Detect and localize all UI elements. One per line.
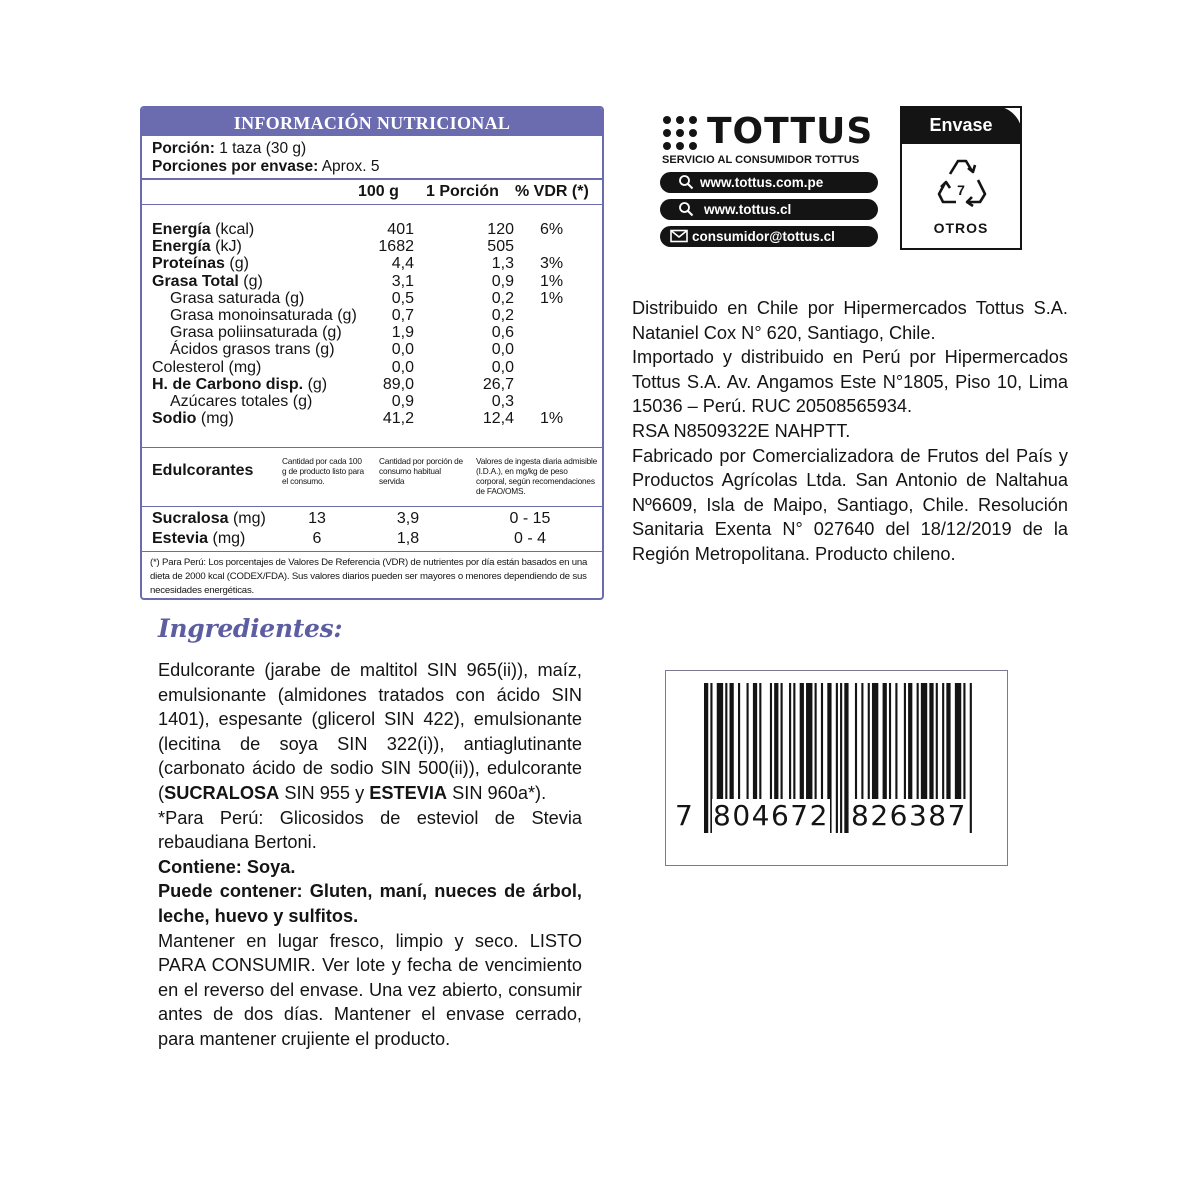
nutrient-unit: (g) bbox=[229, 255, 249, 273]
nutrient-unit: (mg) bbox=[200, 410, 234, 428]
column-headers bbox=[142, 180, 602, 204]
nutrient-label bbox=[170, 324, 342, 341]
nutrient-value-100g: 401 bbox=[387, 221, 414, 238]
may-contain-note: Puede contener: Gluten, maní, nueces de árbol, leche, huevo y sulfitos. bbox=[158, 881, 582, 926]
nutrient-row bbox=[142, 221, 602, 238]
recycle-number: 7 bbox=[957, 182, 965, 198]
website-pe-link[interactable] bbox=[660, 172, 878, 193]
nutrient-label bbox=[170, 393, 312, 410]
nutrient-name: Grasa saturada bbox=[170, 289, 281, 307]
nutrient-value-portion: 0,0 bbox=[491, 341, 514, 359]
nutrient-label bbox=[152, 410, 234, 427]
nutrient-value-portion: 0,6 bbox=[491, 324, 514, 342]
nutrient-unit: (g) bbox=[243, 272, 263, 290]
sweetener-value-100g: 6 bbox=[312, 530, 322, 547]
nutrient-value-100g: 3,1 bbox=[391, 272, 414, 290]
distributor-chile: Distribuido en Chile por Hipermercados Tottus S.A. Nataniel Cox N° 620, Santiago, Chile. bbox=[632, 298, 1068, 343]
barcode-digit-lead: 7 bbox=[675, 799, 693, 832]
nutrient-name: Azúcares totales bbox=[170, 393, 289, 410]
sweetener-value-100g: 13 bbox=[308, 510, 326, 527]
nutrient-rows bbox=[142, 205, 602, 447]
portion-label: Porción: bbox=[152, 140, 215, 157]
nutrient-label bbox=[152, 238, 242, 255]
nutrient-name: Sodio bbox=[152, 410, 197, 428]
nutrient-value-100g: 4,4 bbox=[391, 255, 414, 273]
nutrient-vdr: 6% bbox=[540, 221, 564, 238]
barcode-digits-left: 804672 bbox=[713, 799, 829, 832]
ingredients-text bbox=[158, 658, 582, 1052]
nutrient-unit: (g) bbox=[292, 393, 313, 410]
nutrient-row bbox=[142, 376, 602, 393]
col-vdr: % VDR (*) bbox=[515, 183, 589, 200]
nutrition-table bbox=[140, 106, 604, 600]
nutrient-value-portion: 12,4 bbox=[482, 410, 514, 428]
nutrient-row bbox=[142, 393, 602, 410]
nutrient-name: Energía bbox=[152, 221, 211, 238]
nutrient-label bbox=[170, 290, 304, 307]
tottus-brand bbox=[660, 112, 880, 254]
nutrient-vdr: 1% bbox=[540, 272, 564, 290]
nutrient-value-portion: 505 bbox=[487, 238, 514, 256]
nutrient-row bbox=[142, 324, 602, 341]
brand-name: TOTTUS bbox=[707, 111, 874, 152]
nutrient-value-100g: 0,9 bbox=[391, 393, 414, 410]
logo-dot bbox=[689, 129, 697, 137]
website-cl-link[interactable] bbox=[660, 199, 878, 220]
nutrient-value-portion: 0,2 bbox=[491, 289, 514, 307]
distributor-info bbox=[632, 296, 1068, 567]
nutrient-label bbox=[152, 221, 254, 238]
nutrient-row bbox=[142, 307, 602, 324]
rsa-code: RSA N8509322E NAHPTT. bbox=[632, 420, 851, 441]
nutrient-row bbox=[142, 410, 602, 427]
manufacturer: Fabricado por Comercializadora de Frutos del País y Productos Agrícolas Ltda. San Antonio de Naltahua Nº6609, Isla de Maipo, Santiago, Chile. Resolución Sanitaria Exenta N° 027640 del 18/12/2019 de la Región Metropolitana. Producto chileno. bbox=[632, 445, 1068, 564]
nutrient-unit: (g) bbox=[337, 307, 357, 324]
nutrient-unit: (g) bbox=[284, 289, 305, 307]
service-label: SERVICIO AL CONSUMIDOR TOTTUS bbox=[662, 154, 860, 166]
nutrient-value-100g: 41,2 bbox=[382, 410, 414, 428]
peru-note: *Para Perú: Glicosidos de esteviol de Stevia rebaudiana Bertoni. bbox=[158, 807, 582, 853]
nutrient-name: Grasa poliinsaturada bbox=[170, 324, 318, 342]
ingredient-estevia: ESTEVIA bbox=[369, 782, 448, 803]
col-portion: 1 Porción bbox=[426, 183, 499, 200]
ingredients-part: SIN 960a*). bbox=[447, 782, 547, 803]
sweeteners-title: Edulcorantes bbox=[152, 462, 254, 479]
sweetener-row bbox=[142, 509, 602, 529]
sweetener-unit: (mg) bbox=[212, 530, 246, 547]
sweetener-name: Estevia bbox=[152, 530, 209, 547]
email: consumidor@tottus.cl bbox=[692, 229, 835, 244]
sweetener-row bbox=[142, 529, 602, 549]
nutrient-value-100g: 89,0 bbox=[382, 375, 414, 393]
recycle-label: OTROS bbox=[933, 220, 989, 236]
nutrient-value-100g: 1,9 bbox=[391, 324, 414, 342]
nutrient-value-100g: 0,7 bbox=[391, 307, 414, 324]
nutrient-name: Colesterol bbox=[152, 358, 225, 376]
nutrient-name: Ácidos grasos trans bbox=[170, 341, 311, 359]
nutrition-title: INFORMACIÓN NUTRICIONAL bbox=[142, 108, 602, 136]
nutrient-label bbox=[152, 376, 327, 393]
nutrient-name: Energía bbox=[152, 238, 211, 256]
search-icon bbox=[678, 172, 700, 193]
logo-dot bbox=[663, 129, 671, 137]
envase-title: Envase bbox=[900, 106, 1022, 144]
logo-dot bbox=[676, 129, 684, 137]
ingredients-title: Ingredientes: bbox=[158, 614, 343, 643]
sweetener-unit: (mg) bbox=[232, 510, 266, 527]
nutrient-row bbox=[142, 341, 602, 358]
ingredients-part: Edulcorante (jarabe de maltitol SIN 965(ii)), maíz, emulsionante (almidones tratados con ácido SIN 1401), espesante (glicerol SIN 422), emulsionante (lecitina de soya SIN 322(i)), antiaglutinante (carbonato ácido de sodio SIN 500(ii)), edulcorante ( bbox=[158, 660, 582, 803]
nutrient-label bbox=[152, 255, 249, 272]
sweetener-rows bbox=[142, 507, 602, 551]
col-100g: 100 g bbox=[358, 183, 399, 200]
nutrient-unit: (kJ) bbox=[215, 238, 242, 256]
sweet-note-100g: Cantidad por cada 100 g de producto listo para el consumo. bbox=[282, 456, 364, 486]
nutrient-name: H. de Carbono disp. bbox=[152, 375, 304, 393]
ingredients-list bbox=[158, 658, 582, 806]
sweet-note-ida: Valores de ingesta diaria admisible (I.D.A.), en mg/kg de peso corporal, según recomendaciones de FAO/OMS. bbox=[476, 456, 598, 496]
sweetener-name: Sucralosa bbox=[152, 510, 229, 527]
nutrient-value-portion: 1,3 bbox=[491, 255, 514, 273]
storage-note: Mantener en lugar fresco, limpio y seco. LISTO PARA CONSUMIR. Ver lote y fecha de vencimiento en el reverso del envase. Una vez abierto, consumir antes de dos días. Mantener el envase cerrado, para mantener crujiente el producto. bbox=[158, 930, 582, 1049]
website-cl: www.tottus.cl bbox=[704, 202, 792, 217]
per-pack-label: Porciones por envase: bbox=[152, 158, 319, 175]
nutrient-row bbox=[142, 238, 602, 255]
per-pack-value: Aprox. 5 bbox=[321, 158, 380, 175]
nutrient-unit: (g) bbox=[322, 324, 342, 342]
portion-value: 1 taza (30 g) bbox=[219, 140, 307, 157]
email-link[interactable] bbox=[660, 226, 878, 247]
logo-dot bbox=[663, 116, 671, 124]
nutrient-value-portion: 0,3 bbox=[491, 393, 514, 410]
nutrient-vdr: 1% bbox=[540, 410, 564, 428]
logo-dot bbox=[689, 142, 697, 150]
nutrient-unit: (kcal) bbox=[215, 221, 255, 238]
sweeteners-header bbox=[142, 448, 602, 506]
nutrient-row bbox=[142, 359, 602, 376]
nutrient-value-100g: 0,5 bbox=[391, 289, 414, 307]
recycling-box bbox=[900, 106, 1022, 250]
nutrient-unit: (mg) bbox=[228, 358, 262, 376]
sweetener-label bbox=[152, 529, 245, 549]
importer-peru: Importado y distribuido en Perú por Hipermercados Tottus S.A. Av. Angamos Este N°1805, Piso 10, Lima 15036 – Perú. RUC 20508565934. bbox=[632, 347, 1068, 417]
portion-info bbox=[142, 136, 602, 176]
nutrient-value-100g: 0,0 bbox=[391, 341, 414, 359]
nutrient-value-portion: 26,7 bbox=[482, 375, 514, 393]
sweet-note-portion: Cantidad por porción de consumo habitual servida bbox=[379, 456, 463, 486]
ingredients-part: SIN 955 y bbox=[279, 782, 370, 803]
tottus-logo-icon bbox=[663, 116, 697, 150]
mail-icon bbox=[670, 226, 692, 247]
nutrient-name: Grasa monoinsaturada bbox=[170, 307, 333, 324]
nutrient-name: Proteínas bbox=[152, 255, 225, 273]
website-pe: www.tottus.com.pe bbox=[700, 175, 824, 190]
nutrient-row bbox=[142, 273, 602, 290]
nutrient-value-portion: 0,2 bbox=[491, 307, 514, 324]
barcode-digits-right: 826387 bbox=[851, 799, 967, 832]
nutrient-vdr: 1% bbox=[540, 289, 564, 307]
logo-dot bbox=[676, 116, 684, 124]
nutrient-unit: (g) bbox=[307, 375, 328, 393]
nutrient-label bbox=[170, 307, 357, 324]
sweetener-value-portion: 3,9 bbox=[396, 510, 420, 527]
ingredient-sucralosa: SUCRALOSA bbox=[164, 782, 280, 803]
nutrient-value-portion: 0,9 bbox=[491, 272, 514, 290]
sweetener-ida: 0 - 15 bbox=[509, 510, 551, 527]
barcode-number bbox=[666, 799, 1007, 833]
logo-dot bbox=[676, 142, 684, 150]
nutrient-label bbox=[152, 359, 261, 376]
nutrient-value-portion: 120 bbox=[487, 221, 514, 238]
contains-note: Contiene: Soya. bbox=[158, 856, 296, 877]
nutrient-value-portion: 0,0 bbox=[491, 358, 514, 376]
vdr-footnote: (*) Para Perú: Los porcentajes de Valores De Referencia (VDR) de nutrientes por día están basados en una dieta de 2000 kcal (CODEX/FDA). Sus valores diarios pueden ser mayores o menores dependiendo de sus necesidades energéticas. bbox=[150, 557, 588, 596]
barcode bbox=[665, 670, 1008, 866]
search-icon bbox=[678, 199, 704, 220]
nutrient-name: Grasa Total bbox=[152, 272, 239, 290]
logo-dot bbox=[663, 142, 671, 150]
logo-dot bbox=[689, 116, 697, 124]
nutrient-unit: (g) bbox=[314, 341, 335, 359]
nutrient-value-100g: 1682 bbox=[378, 238, 414, 256]
nutrient-vdr: 3% bbox=[540, 255, 564, 273]
sweetener-value-portion: 1,8 bbox=[396, 530, 420, 547]
nutrient-label bbox=[170, 341, 335, 358]
nutrient-row bbox=[142, 255, 602, 272]
nutrient-value-100g: 0,0 bbox=[391, 358, 414, 376]
nutrient-row bbox=[142, 290, 602, 307]
sweetener-ida: 0 - 4 bbox=[513, 530, 546, 547]
sweetener-label bbox=[152, 509, 266, 529]
nutrient-label bbox=[152, 273, 263, 290]
